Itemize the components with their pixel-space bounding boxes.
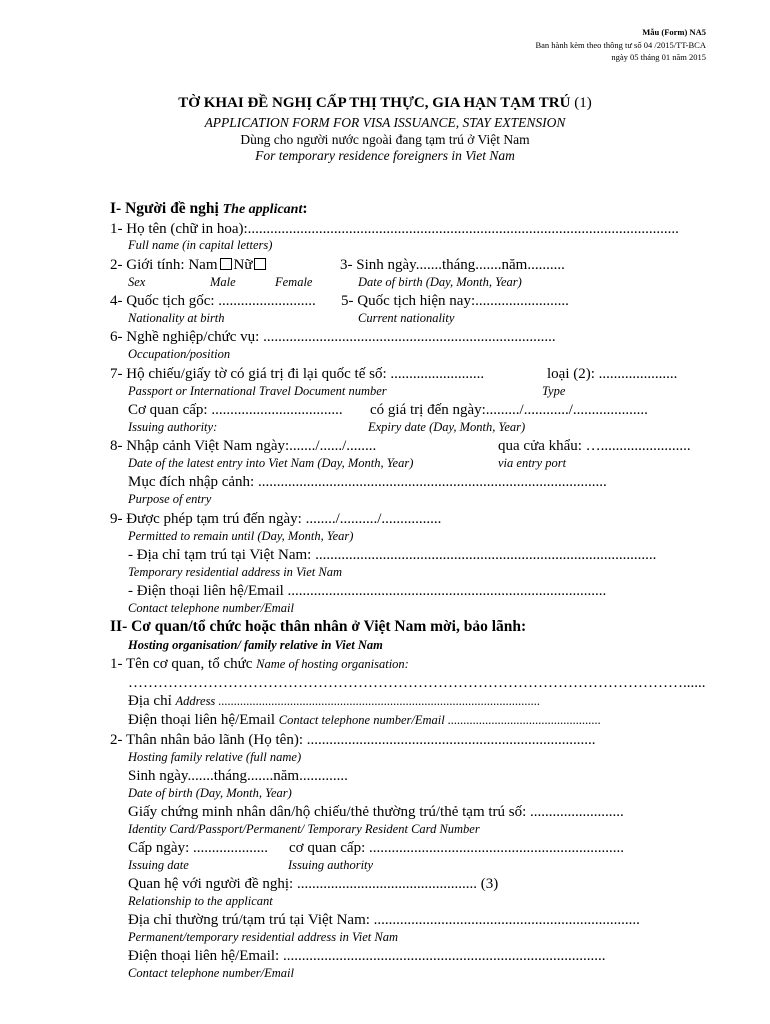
passport-number-field[interactable]: 7- Hộ chiếu/giấy tờ có giá trị đi lại quốc tế số: ......................... xyxy=(110,366,485,382)
full-name-field[interactable]: 1- Họ tên (chữ in hoa):................................................................................................................... xyxy=(110,221,679,237)
occupation-hint: Occupation/position xyxy=(128,347,231,361)
temp-address-hint: Temporary residential address in Viet Nam xyxy=(128,565,343,579)
male-hint: Male xyxy=(210,275,236,289)
passport-expiry-hint: Expiry date (Day, Month, Year) xyxy=(368,420,526,434)
female-checkbox[interactable] xyxy=(254,258,266,270)
passport-number-hint: Passport or International Travel Document number xyxy=(128,384,387,398)
temp-address-field[interactable]: - Địa chỉ tạm trú tại Việt Nam: ........................................................................................... xyxy=(128,547,657,563)
male-checkbox[interactable] xyxy=(220,258,232,270)
relative-name-field[interactable]: 2- Thân nhân bảo lãnh (Họ tên): ............................................................................. xyxy=(110,732,596,748)
page-title xyxy=(0,95,770,112)
occupation-field[interactable]: 6- Nghề nghiệp/chức vụ: .............................................................................. xyxy=(110,329,556,345)
issued-line: Ban hành kèm theo thông tư số 04 /2015/TT-BCA xyxy=(535,40,706,50)
nationality-birth-field[interactable]: 4- Quốc tịch gốc: .......................... xyxy=(110,293,316,309)
section1-heading: I- Người đề nghị The applicant: xyxy=(110,200,308,217)
stay-until-hint: Permitted to remain until (Day, Month, Year) xyxy=(128,529,354,543)
relative-id-hint: Identity Card/Passport/Permanent/ Temporary Resident Card Number xyxy=(128,822,480,836)
dob-hint: Date of birth (Day, Month, Year) xyxy=(358,275,522,289)
sex-field: 2- Giới tính: Nam Nữ xyxy=(110,256,715,274)
entry-purpose-field[interactable]: Mục đích nhập cảnh: ............................................................................................. xyxy=(128,474,607,490)
entry-date-field[interactable]: 8- Nhập cảnh Việt Nam ngày:......./....../........ xyxy=(110,438,377,454)
relative-contact-field[interactable]: Điện thoại liên hệ/Email: ...................................................................................... xyxy=(128,948,606,964)
subtitle-en: For temporary residence foreigners in Viet Nam xyxy=(255,148,515,163)
host-org-field[interactable]: …………………………………………………………………………………………………...... xyxy=(128,675,706,691)
contact-tel-hint: Contact telephone number/Email xyxy=(128,601,294,615)
relative-issue-date-hint: Issuing date xyxy=(128,858,189,872)
passport-expiry-field[interactable]: có giá trị đến ngày:........./............/.................... xyxy=(370,402,648,418)
relative-issue-authority-hint: Issuing authority xyxy=(288,858,374,872)
relative-issue-date-field[interactable]: Cấp ngày: .................... xyxy=(128,840,268,856)
relationship-hint: Relationship to the applicant xyxy=(128,894,273,908)
female-hint: Female xyxy=(275,275,313,289)
relative-dob-field[interactable]: Sinh ngày.......tháng.......năm............. xyxy=(128,768,348,784)
section2-heading: II- Cơ quan/tổ chức hoặc thân nhân ở Việt Nam mời, bảo lãnh: xyxy=(110,618,527,635)
host-contact-field[interactable]: Điện thoại liên hệ/Email Contact telephone number/Email ................................................. xyxy=(128,712,601,728)
passport-authority-field[interactable]: Cơ quan cấp: ................................... xyxy=(128,402,343,418)
full-name-hint: Full name (in capital letters) xyxy=(128,238,273,252)
relative-id-field[interactable]: Giấy chứng minh nhân dân/hộ chiếu/thẻ thường trú/thẻ tạm trú số: ......................... xyxy=(128,804,624,820)
relative-contact-hint: Contact telephone number/Email xyxy=(128,966,294,980)
relationship-field[interactable]: Quan hệ với người đề nghị: ................................................ (3) xyxy=(128,876,499,892)
contact-tel-field[interactable]: - Điện thoại liên hệ/Email ..................................................................................... xyxy=(128,583,607,599)
relative-issue-authority-field[interactable]: cơ quan cấp: .................................................................... xyxy=(289,840,624,856)
dob-field[interactable]: 3- Sinh ngày.......tháng.......năm.......... xyxy=(340,257,565,273)
section2-heading-en: Hosting organisation/ family relative in Viet Nam xyxy=(128,638,383,652)
host-org-label: 1- Tên cơ quan, tổ chức Name of hosting organisation: xyxy=(110,656,409,672)
nationality-current-hint: Current nationality xyxy=(358,311,455,325)
entry-port-hint: via entry port xyxy=(498,456,567,470)
form-code: Mẫu (Form) NA5 xyxy=(642,27,706,37)
entry-purpose-hint: Purpose of entry xyxy=(128,492,212,506)
entry-port-field[interactable]: qua cửa khẩu: …........................ xyxy=(498,438,691,454)
title-note: (1) xyxy=(574,95,592,111)
title-en: APPLICATION FORM FOR VISA ISSUANCE, STAY EXTENSION xyxy=(204,115,566,130)
entry-date-hint: Date of the latest entry into Viet Nam (Day, Month, Year) xyxy=(128,456,414,470)
relative-address-hint: Permanent/temporary residential address in Viet Nam xyxy=(128,930,398,944)
relative-name-hint: Hosting family relative (full name) xyxy=(128,750,302,764)
sex-hint: Sex xyxy=(128,275,146,289)
passport-type-field[interactable]: loại (2): ..................... xyxy=(547,366,678,382)
host-address-field[interactable]: Địa chỉ Address ....................................................................................................... xyxy=(128,693,541,709)
nationality-birth-hint: Nationality at birth xyxy=(128,311,225,325)
relative-dob-hint: Date of birth (Day, Month, Year) xyxy=(128,786,292,800)
stay-until-field[interactable]: 9- Được phép tạm trú đến ngày: ......../........../................ xyxy=(110,511,442,527)
passport-authority-hint: Issuing authority: xyxy=(128,420,218,434)
issued-date: ngày 05 tháng 01 năm 2015 xyxy=(611,52,706,62)
subtitle-vi: Dùng cho người nước ngoài đang tạm trú ở Việt Nam xyxy=(240,132,530,147)
title-vi: TỜ KHAI ĐỀ NGHỊ CẤP THỊ THỰC, GIA HẠN TẠM TRÚ xyxy=(178,95,571,111)
nationality-current-field[interactable]: 5- Quốc tịch hiện nay:......................... xyxy=(341,293,569,309)
passport-type-hint: Type xyxy=(542,384,566,398)
relative-address-field[interactable]: Địa chỉ thường trú/tạm trú tại Việt Nam: ....................................................................... xyxy=(128,912,640,928)
